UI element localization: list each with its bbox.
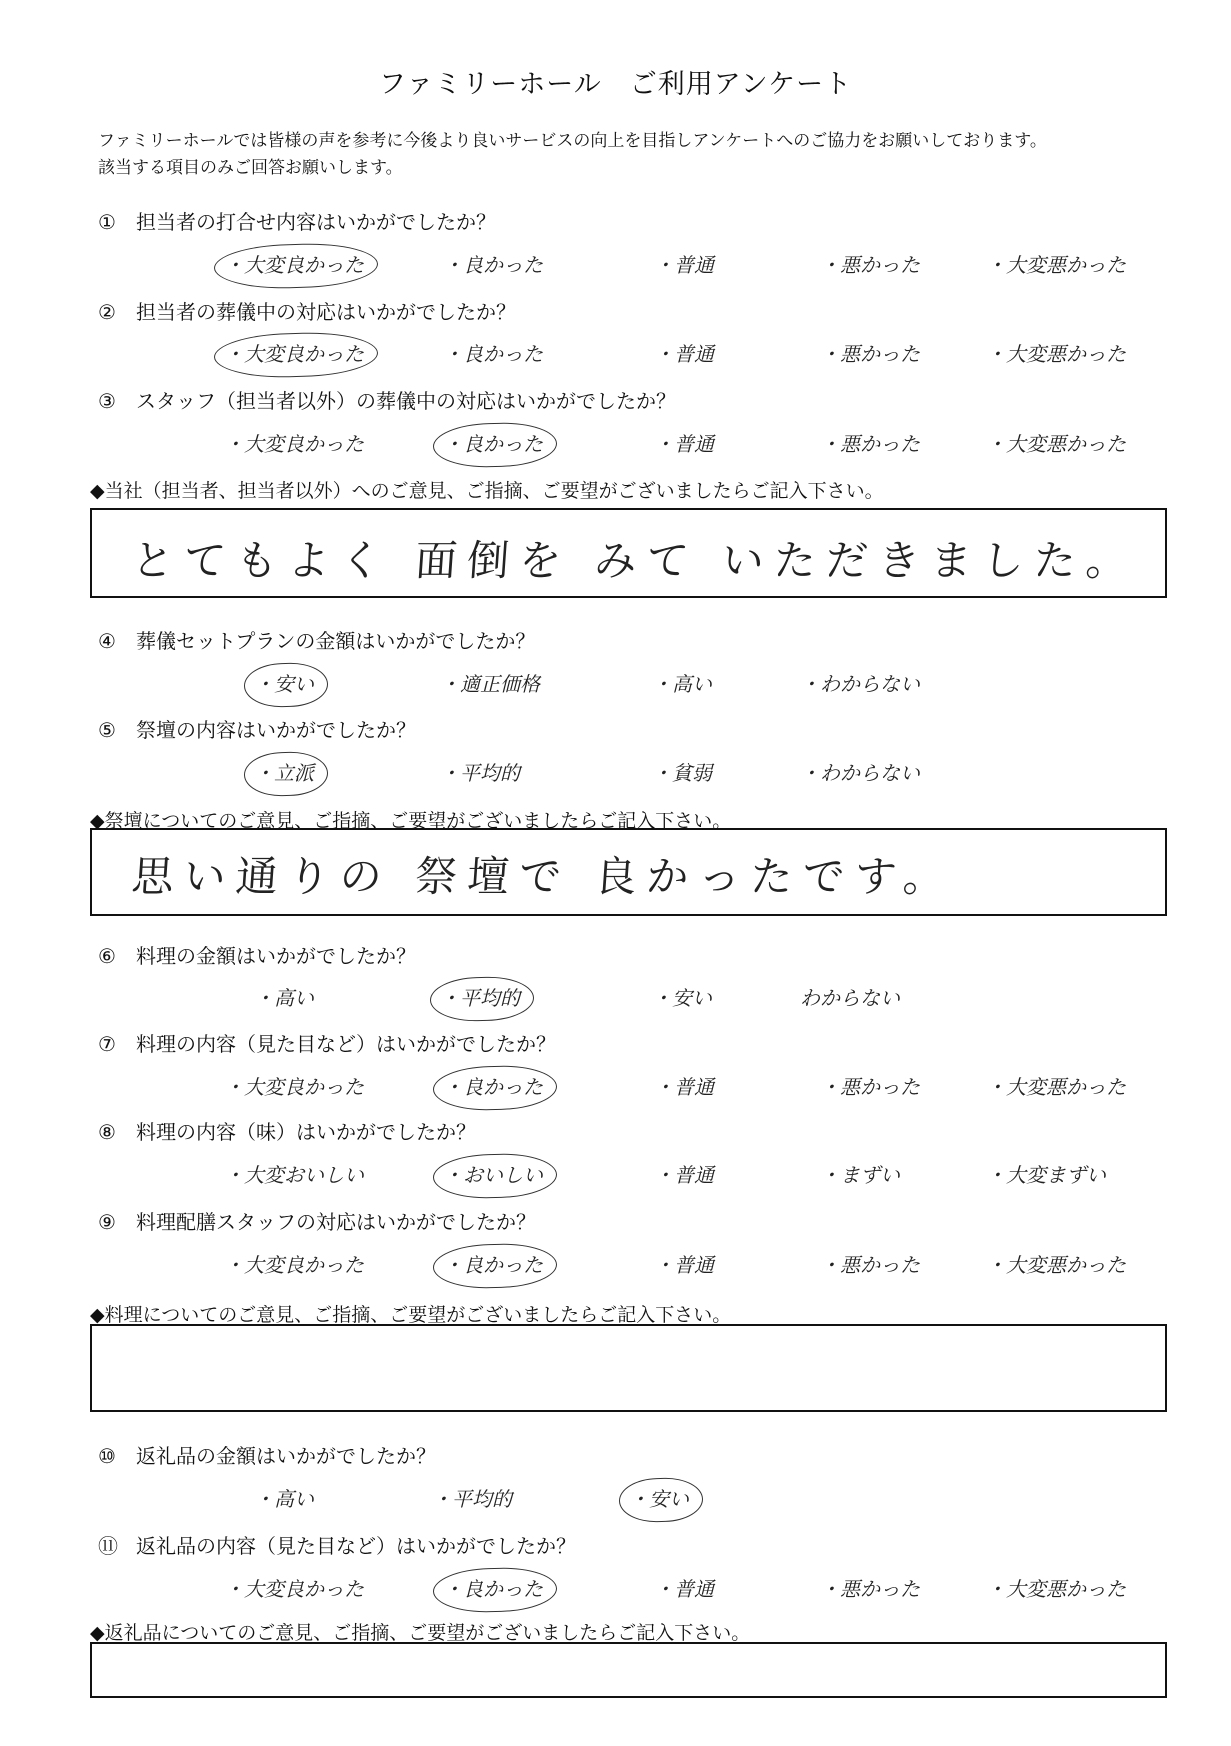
answer-option[interactable]: ・大変まずい bbox=[986, 1163, 1106, 1187]
answer-option[interactable]: ・大変良かった bbox=[224, 1253, 364, 1277]
answer-option[interactable]: ・良かった bbox=[443, 253, 543, 277]
comment-box-food[interactable] bbox=[90, 1324, 1167, 1412]
comment-heading-food: ◆料理についてのご意見、ご指摘、ご要望がございましたらご記入下さい。 bbox=[90, 1304, 732, 1326]
question-6 bbox=[98, 940, 416, 969]
answer-option[interactable]: ・適正価格 bbox=[440, 672, 540, 696]
answer-option[interactable]: ・貧弱 bbox=[652, 761, 712, 785]
intro-text bbox=[98, 128, 1168, 182]
answer-options-4 bbox=[0, 667, 1231, 703]
answer-option[interactable]: ・わからない bbox=[800, 761, 920, 785]
page-title: ファミリーホール ご利用アンケート bbox=[378, 69, 853, 100]
comment-heading-gift: ◆返礼品についてのご意見、ご指摘、ご要望がございましたらご記入下さい。 bbox=[90, 1622, 751, 1644]
question-number: ⑪ bbox=[98, 1534, 118, 1558]
answer-option-selected[interactable]: ・良かった bbox=[443, 1070, 543, 1104]
question-number: ⑩ bbox=[98, 1444, 116, 1468]
answer-options-8 bbox=[0, 1158, 1231, 1194]
answer-option[interactable]: ・普通 bbox=[654, 253, 714, 277]
answer-options-1 bbox=[0, 248, 1231, 284]
answer-option[interactable]: ・高い bbox=[254, 1487, 314, 1511]
answer-option[interactable]: ・普通 bbox=[654, 1075, 714, 1099]
answer-option[interactable]: ・大変良かった bbox=[224, 432, 364, 456]
answer-options-5 bbox=[0, 756, 1231, 792]
answer-option-selected[interactable]: ・大変良かった bbox=[224, 337, 364, 371]
intro-line-1: ファミリーホールでは皆様の声を参考に今後より良いサービスの向上を目指しアンケートへのご協力をお願いしております。 bbox=[98, 131, 1047, 151]
answer-option[interactable]: ・大変悪かった bbox=[986, 342, 1126, 366]
answer-option[interactable]: ・大変悪かった bbox=[986, 432, 1126, 456]
answer-option[interactable]: ・悪かった bbox=[820, 253, 920, 277]
question-text: 祭壇の内容はいかがでしたか？ bbox=[136, 718, 416, 742]
question-text: 担当者の打合せ内容はいかがでしたか？ bbox=[136, 210, 496, 234]
answer-options-9 bbox=[0, 1248, 1231, 1284]
answer-option[interactable]: ・安い bbox=[652, 986, 712, 1010]
comment-box-altar[interactable] bbox=[90, 828, 1167, 916]
question-10 bbox=[98, 1440, 436, 1469]
answer-option[interactable]: ・悪かった bbox=[820, 1075, 920, 1099]
answer-option-selected[interactable]: ・安い bbox=[254, 667, 314, 701]
comment-box-gift[interactable] bbox=[90, 1642, 1167, 1698]
answer-option-selected[interactable]: ・大変良かった bbox=[224, 248, 364, 282]
answer-option[interactable]: ・まずい bbox=[820, 1163, 900, 1187]
question-4 bbox=[98, 625, 535, 654]
question-8 bbox=[98, 1116, 476, 1145]
comment-heading-company: ◆当社（担当者、担当者以外）へのご意見、ご指摘、ご要望がございましたらご記入下さい。 bbox=[90, 480, 884, 502]
answer-option[interactable]: ・悪かった bbox=[820, 432, 920, 456]
answer-option[interactable]: ・わからない bbox=[800, 672, 920, 696]
answer-option-selected[interactable]: ・安い bbox=[629, 1482, 689, 1516]
question-9 bbox=[98, 1206, 536, 1235]
handwritten-answer: 思い通りの 祭壇で 良かったです。 bbox=[130, 852, 957, 901]
answer-options-7 bbox=[0, 1070, 1231, 1106]
answer-options-10 bbox=[0, 1482, 1231, 1518]
answer-option[interactable]: ・良かった bbox=[443, 342, 543, 366]
question-text: 料理配膳スタッフの対応はいかがでしたか？ bbox=[136, 1210, 536, 1234]
answer-option-selected[interactable]: ・立派 bbox=[254, 756, 314, 790]
question-text: 料理の金額はいかがでしたか？ bbox=[136, 944, 416, 968]
answer-option-selected[interactable]: ・良かった bbox=[443, 1248, 543, 1282]
answer-options-11 bbox=[0, 1572, 1231, 1608]
question-1 bbox=[98, 206, 496, 235]
answer-option[interactable]: ・大変良かった bbox=[224, 1075, 364, 1099]
answer-option[interactable]: ・普通 bbox=[654, 1253, 714, 1277]
answer-options-3 bbox=[0, 427, 1231, 463]
answer-option[interactable]: ・普通 bbox=[654, 432, 714, 456]
answer-option[interactable]: ・大変悪かった bbox=[986, 1577, 1126, 1601]
answer-option-selected[interactable]: ・良かった bbox=[443, 427, 543, 461]
question-7 bbox=[98, 1028, 556, 1057]
answer-option[interactable]: ・高い bbox=[652, 672, 712, 696]
question-number: ④ bbox=[98, 629, 116, 653]
question-number: ⑤ bbox=[98, 718, 116, 742]
question-text: 担当者の葬儀中の対応はいかがでしたか？ bbox=[136, 300, 516, 324]
answer-option[interactable]: ・普通 bbox=[654, 342, 714, 366]
question-3 bbox=[98, 385, 676, 414]
answer-option[interactable]: ・大変良かった bbox=[224, 1577, 364, 1601]
question-text: スタッフ（担当者以外）の葬儀中の対応はいかがでしたか？ bbox=[136, 389, 676, 413]
question-number: ② bbox=[98, 300, 116, 324]
handwritten-answer: とてもよく 面倒を みて いただきました。 bbox=[130, 536, 1140, 585]
answer-option[interactable]: ・大変おいしい bbox=[224, 1163, 364, 1187]
answer-option[interactable]: わからない bbox=[800, 986, 900, 1010]
answer-option[interactable]: ・大変悪かった bbox=[986, 253, 1126, 277]
question-number: ① bbox=[98, 210, 116, 234]
answer-option[interactable]: ・悪かった bbox=[820, 342, 920, 366]
question-11 bbox=[98, 1530, 576, 1559]
question-number: ⑧ bbox=[98, 1120, 116, 1144]
comment-heading-altar: ◆祭壇についてのご意見、ご指摘、ご要望がございましたらご記入下さい。 bbox=[90, 810, 732, 832]
question-number: ③ bbox=[98, 389, 116, 413]
question-number: ⑦ bbox=[98, 1032, 116, 1056]
question-text: 料理の内容（味）はいかがでしたか？ bbox=[136, 1120, 476, 1144]
answer-option-selected[interactable]: ・良かった bbox=[443, 1572, 543, 1606]
question-text: 返礼品の金額はいかがでしたか？ bbox=[136, 1444, 436, 1468]
answer-option[interactable]: ・大変悪かった bbox=[986, 1253, 1126, 1277]
intro-line-2: 該当する項目のみご回答お願いします。 bbox=[98, 158, 403, 178]
question-5 bbox=[98, 714, 416, 743]
answer-option[interactable]: ・高い bbox=[254, 986, 314, 1010]
question-number: ⑥ bbox=[98, 944, 116, 968]
answer-option-selected[interactable]: ・おいしい bbox=[443, 1158, 543, 1192]
question-text: 料理の内容（見た目など）はいかがでしたか？ bbox=[136, 1032, 556, 1056]
question-text: 返礼品の内容（見た目など）はいかがでしたか？ bbox=[136, 1534, 576, 1558]
question-text: 葬儀セットプランの金額はいかがでしたか？ bbox=[136, 629, 536, 653]
question-number: ⑨ bbox=[98, 1210, 116, 1234]
question-2 bbox=[98, 296, 516, 325]
answer-options-6 bbox=[0, 981, 1231, 1017]
answer-option[interactable]: ・平均的 bbox=[440, 761, 520, 785]
comment-box-company[interactable] bbox=[90, 508, 1167, 598]
answer-option[interactable]: ・普通 bbox=[654, 1577, 714, 1601]
answer-option[interactable]: ・悪かった bbox=[820, 1577, 920, 1601]
answer-options-2 bbox=[0, 337, 1231, 373]
answer-option-selected[interactable]: ・平均的 bbox=[440, 981, 520, 1015]
answer-option[interactable]: ・普通 bbox=[654, 1163, 714, 1187]
answer-option[interactable]: ・平均的 bbox=[432, 1487, 512, 1511]
answer-option[interactable]: ・大変悪かった bbox=[986, 1075, 1126, 1099]
answer-option[interactable]: ・悪かった bbox=[820, 1253, 920, 1277]
